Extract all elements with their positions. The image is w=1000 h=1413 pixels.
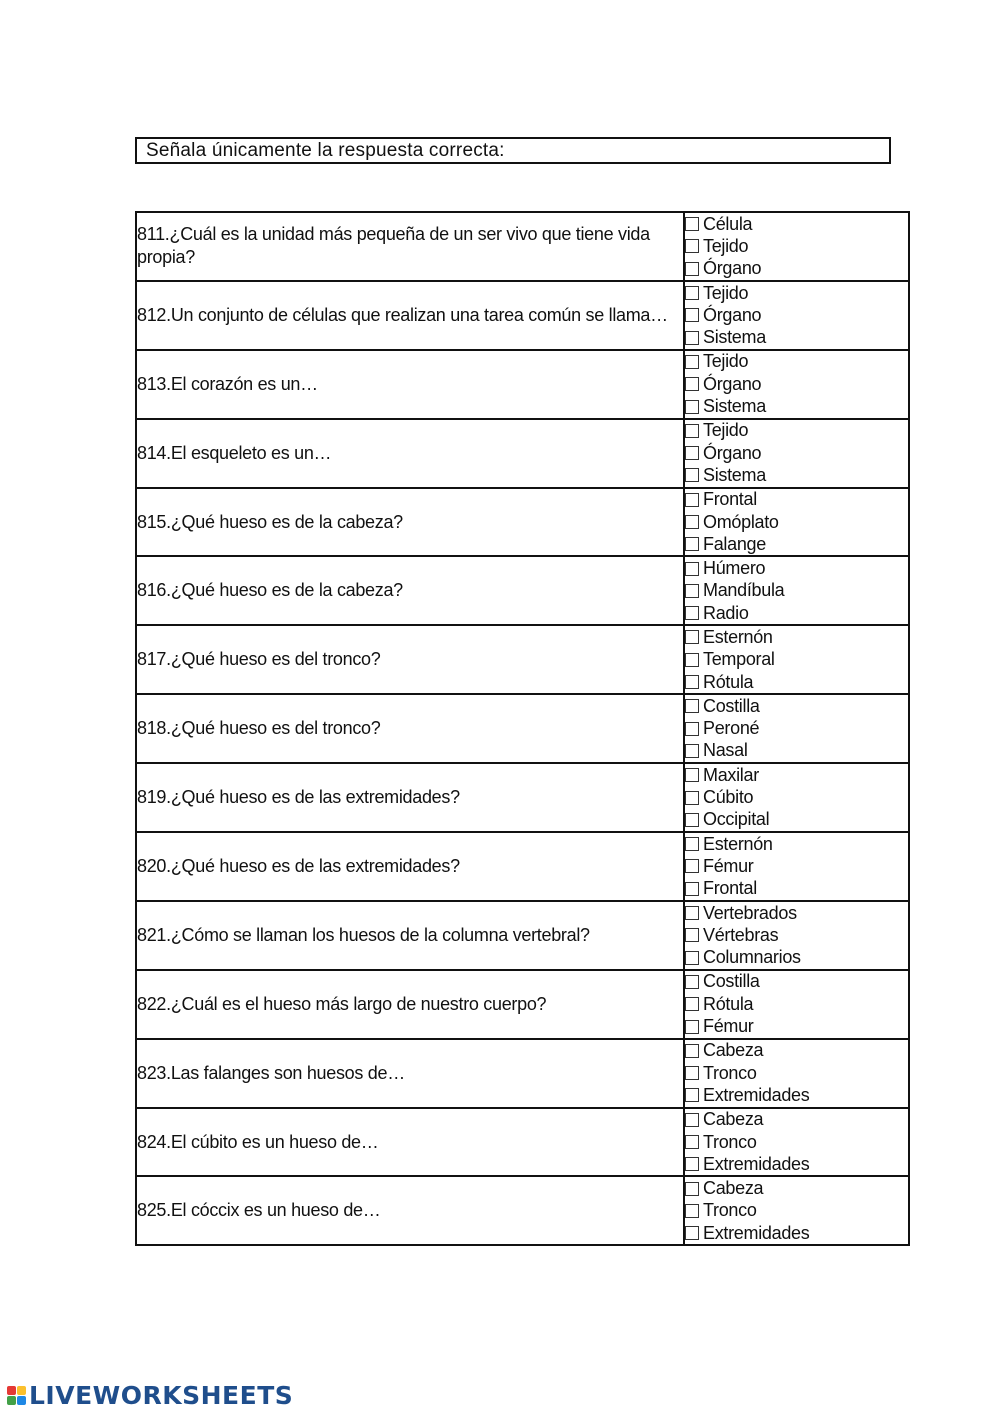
- answer-label: Tronco: [703, 1062, 757, 1083]
- answer-option[interactable]: [685, 1040, 908, 1062]
- answer-option[interactable]: [685, 420, 908, 442]
- answer-label: Mandíbula: [703, 580, 785, 601]
- answer-option[interactable]: [685, 993, 908, 1015]
- answer-label: Órgano: [703, 258, 762, 279]
- answer-options: [684, 694, 909, 763]
- answer-checkbox[interactable]: [685, 1204, 699, 1218]
- answer-option[interactable]: [685, 718, 908, 740]
- answer-options: [684, 488, 909, 557]
- answer-label: Cabeza: [703, 1040, 764, 1061]
- answer-options: [684, 901, 909, 970]
- footer-logo: [7, 1380, 293, 1410]
- answer-option[interactable]: [685, 855, 908, 877]
- answer-checkbox[interactable]: [685, 308, 699, 322]
- answer-label: Costilla: [703, 695, 760, 716]
- question-row: [136, 625, 909, 694]
- answer-label: Cabeza: [703, 1178, 764, 1199]
- answer-label: Rótula: [703, 671, 754, 692]
- answer-checkbox[interactable]: [685, 1182, 699, 1196]
- answer-checkbox[interactable]: [685, 1157, 699, 1171]
- answer-options: [684, 1039, 909, 1108]
- question-row: [136, 1039, 909, 1108]
- answer-checkbox[interactable]: [685, 537, 699, 551]
- question-text: 816.¿Qué hueso es de la cabeza?: [136, 556, 684, 625]
- answer-label: Sistema: [703, 464, 766, 485]
- question-row: [136, 350, 909, 419]
- answer-option[interactable]: [685, 442, 908, 464]
- answer-option[interactable]: [685, 282, 908, 304]
- answer-checkbox[interactable]: [685, 262, 699, 276]
- instruction-text: Señala únicamente la respuesta correcta:: [146, 140, 505, 161]
- answer-checkbox[interactable]: [685, 928, 699, 942]
- answer-checkbox[interactable]: [685, 1044, 699, 1058]
- answer-checkbox[interactable]: [685, 699, 699, 713]
- answer-checkbox[interactable]: [685, 446, 699, 460]
- answer-option[interactable]: [685, 304, 908, 326]
- answer-label: Húmero: [703, 558, 766, 579]
- answer-label: Omóplato: [703, 511, 779, 532]
- question-row: [136, 763, 909, 832]
- answer-checkbox[interactable]: [685, 515, 699, 529]
- answer-options: [684, 212, 909, 281]
- answer-checkbox[interactable]: [685, 606, 699, 620]
- answer-option[interactable]: [685, 671, 908, 693]
- question-text: 819.¿Qué hueso es de las extremidades?: [136, 763, 684, 832]
- answer-label: Tejido: [703, 282, 749, 303]
- answer-label: Extremidades: [703, 1222, 810, 1243]
- answer-option[interactable]: [685, 924, 908, 946]
- answer-checkbox[interactable]: [685, 239, 699, 253]
- answer-checkbox[interactable]: [685, 859, 699, 873]
- question-text: 815.¿Qué hueso es de la cabeza?: [136, 488, 684, 557]
- question-row: [136, 694, 909, 763]
- quiz-table: [135, 211, 910, 1246]
- answer-checkbox[interactable]: [685, 584, 699, 598]
- answer-label: Vertebrados: [703, 902, 797, 923]
- question-text: 820.¿Qué hueso es de las extremidades?: [136, 832, 684, 901]
- answer-option[interactable]: [685, 351, 908, 373]
- question-row: [136, 1108, 909, 1177]
- answer-checkbox[interactable]: [685, 355, 699, 369]
- answer-label: Columnarios: [703, 947, 801, 968]
- answer-options: [684, 350, 909, 419]
- answer-label: Vértebras: [703, 924, 779, 945]
- answer-label: Tronco: [703, 1131, 757, 1152]
- question-text: 818.¿Qué hueso es del tronco?: [136, 694, 684, 763]
- answer-options: [684, 281, 909, 350]
- question-text: 823.Las falanges son huesos de…: [136, 1039, 684, 1108]
- answer-checkbox[interactable]: [685, 906, 699, 920]
- question-text: 813.El corazón es un…: [136, 350, 684, 419]
- answer-option[interactable]: [685, 373, 908, 395]
- brand-name: LIVEWORKSHEETS: [29, 1380, 294, 1410]
- answer-checkbox[interactable]: [685, 331, 699, 345]
- answer-checkbox[interactable]: [685, 653, 699, 667]
- question-text: 825.El cóccix es un hueso de…: [136, 1176, 684, 1245]
- answer-option[interactable]: [685, 489, 908, 511]
- answer-label: Tejido: [703, 235, 749, 256]
- answer-options: [684, 625, 909, 694]
- answer-label: Fémur: [703, 855, 754, 876]
- answer-option[interactable]: [685, 695, 908, 717]
- answer-option[interactable]: [685, 235, 908, 257]
- answer-label: Tejido: [703, 420, 749, 441]
- answer-option[interactable]: [685, 533, 908, 555]
- answer-checkbox[interactable]: [685, 1088, 699, 1102]
- answer-options: [684, 1108, 909, 1177]
- answer-option[interactable]: [685, 213, 908, 235]
- answer-checkbox[interactable]: [685, 562, 699, 576]
- answer-checkbox[interactable]: [685, 722, 699, 736]
- question-row: [136, 1176, 909, 1245]
- answer-options: [684, 763, 909, 832]
- answer-checkbox[interactable]: [685, 768, 699, 782]
- answer-option[interactable]: [685, 1222, 908, 1244]
- question-row: [136, 281, 909, 350]
- question-row: [136, 419, 909, 488]
- answer-option[interactable]: [685, 602, 908, 624]
- answer-option[interactable]: [685, 1131, 908, 1153]
- answer-option[interactable]: [685, 395, 908, 417]
- answer-checkbox[interactable]: [685, 286, 699, 300]
- answer-option[interactable]: [685, 786, 908, 808]
- answer-option[interactable]: [685, 764, 908, 786]
- answer-options: [684, 419, 909, 488]
- answer-label: Órgano: [703, 442, 762, 463]
- question-text: 824.El cúbito es un hueso de…: [136, 1108, 684, 1177]
- answer-checkbox[interactable]: [685, 813, 699, 827]
- answer-option[interactable]: [685, 511, 908, 533]
- logo-square: [7, 1386, 16, 1395]
- answer-label: Fémur: [703, 1016, 754, 1037]
- answer-checkbox[interactable]: [685, 675, 699, 689]
- question-row: [136, 488, 909, 557]
- answer-label: Sistema: [703, 396, 766, 417]
- answer-options: [684, 1176, 909, 1245]
- answer-checkbox[interactable]: [685, 975, 699, 989]
- answer-option[interactable]: [685, 649, 908, 671]
- answer-option[interactable]: [685, 1084, 908, 1106]
- question-text: 817.¿Qué hueso es del tronco?: [136, 625, 684, 694]
- answer-checkbox[interactable]: [685, 1066, 699, 1080]
- answer-options: [684, 556, 909, 625]
- question-row: [136, 212, 909, 281]
- answer-label: Sistema: [703, 327, 766, 348]
- logo-square: [17, 1396, 26, 1405]
- answer-option[interactable]: [685, 740, 908, 762]
- answer-label: Radio: [703, 602, 749, 623]
- answer-option[interactable]: [685, 947, 908, 969]
- answer-option[interactable]: [685, 258, 908, 280]
- answer-checkbox[interactable]: [685, 217, 699, 231]
- question-text: 822.¿Cuál es el hueso más largo de nuestro cuerpo?: [136, 970, 684, 1039]
- answer-label: Órgano: [703, 373, 762, 394]
- answer-label: Maxilar: [703, 764, 759, 785]
- answer-checkbox[interactable]: [685, 1135, 699, 1149]
- answer-label: Tronco: [703, 1200, 757, 1221]
- answer-label: Falange: [703, 533, 766, 554]
- logo-square: [7, 1396, 16, 1405]
- question-row: [136, 556, 909, 625]
- answer-label: Tejido: [703, 351, 749, 372]
- answer-checkbox[interactable]: [685, 1113, 699, 1127]
- answer-option[interactable]: [685, 626, 908, 648]
- answer-checkbox[interactable]: [685, 493, 699, 507]
- answer-option[interactable]: [685, 580, 908, 602]
- answer-checkbox[interactable]: [685, 882, 699, 896]
- question-row: [136, 832, 909, 901]
- liveworksheets-logo-icon: [7, 1386, 26, 1405]
- answer-option[interactable]: [685, 464, 908, 486]
- answer-checkbox[interactable]: [685, 744, 699, 758]
- answer-checkbox[interactable]: [685, 837, 699, 851]
- answer-option[interactable]: [685, 1200, 908, 1222]
- answer-option[interactable]: [685, 1062, 908, 1084]
- answer-option[interactable]: [685, 557, 908, 579]
- question-text: 812.Un conjunto de células que realizan una tarea común se llama…: [136, 281, 684, 350]
- answer-label: Nasal: [703, 740, 748, 761]
- answer-label: Esternón: [703, 833, 773, 854]
- answer-options: [684, 832, 909, 901]
- answer-label: Célula: [703, 213, 753, 234]
- answer-checkbox[interactable]: [685, 630, 699, 644]
- answer-option[interactable]: [685, 1177, 908, 1199]
- answer-options: [684, 970, 909, 1039]
- answer-option[interactable]: [685, 1153, 908, 1175]
- answer-label: Frontal: [703, 878, 757, 899]
- question-row: [136, 901, 909, 970]
- answer-option[interactable]: [685, 902, 908, 924]
- answer-checkbox[interactable]: [685, 951, 699, 965]
- answer-label: Extremidades: [703, 1084, 810, 1105]
- answer-label: Temporal: [703, 649, 775, 670]
- answer-label: Extremidades: [703, 1153, 810, 1174]
- answer-label: Esternón: [703, 626, 773, 647]
- answer-option[interactable]: [685, 809, 908, 831]
- question-text: 821.¿Cómo se llaman los huesos de la columna vertebral?: [136, 901, 684, 970]
- answer-option[interactable]: [685, 1109, 908, 1131]
- answer-checkbox[interactable]: [685, 1020, 699, 1034]
- answer-checkbox[interactable]: [685, 1226, 699, 1240]
- answer-checkbox[interactable]: [685, 400, 699, 414]
- answer-option[interactable]: [685, 1015, 908, 1037]
- answer-label: Órgano: [703, 304, 762, 325]
- answer-checkbox[interactable]: [685, 791, 699, 805]
- answer-label: Peroné: [703, 718, 760, 739]
- answer-label: Occipital: [703, 809, 770, 830]
- answer-checkbox[interactable]: [685, 424, 699, 438]
- answer-option[interactable]: [685, 971, 908, 993]
- answer-checkbox[interactable]: [685, 997, 699, 1011]
- instruction-box: [135, 137, 891, 164]
- answer-checkbox[interactable]: [685, 468, 699, 482]
- answer-label: Costilla: [703, 971, 760, 992]
- answer-label: Cúbito: [703, 787, 754, 808]
- answer-option[interactable]: [685, 833, 908, 855]
- answer-option[interactable]: [685, 326, 908, 348]
- answer-label: Cabeza: [703, 1109, 764, 1130]
- answer-label: Rótula: [703, 993, 754, 1014]
- answer-label: Frontal: [703, 489, 757, 510]
- question-text: 814.El esqueleto es un…: [136, 419, 684, 488]
- answer-checkbox[interactable]: [685, 377, 699, 391]
- logo-square: [17, 1386, 26, 1395]
- question-text: 811.¿Cuál es la unidad más pequeña de un ser vivo que tiene vida propia?: [136, 212, 684, 281]
- question-row: [136, 970, 909, 1039]
- answer-option[interactable]: [685, 878, 908, 900]
